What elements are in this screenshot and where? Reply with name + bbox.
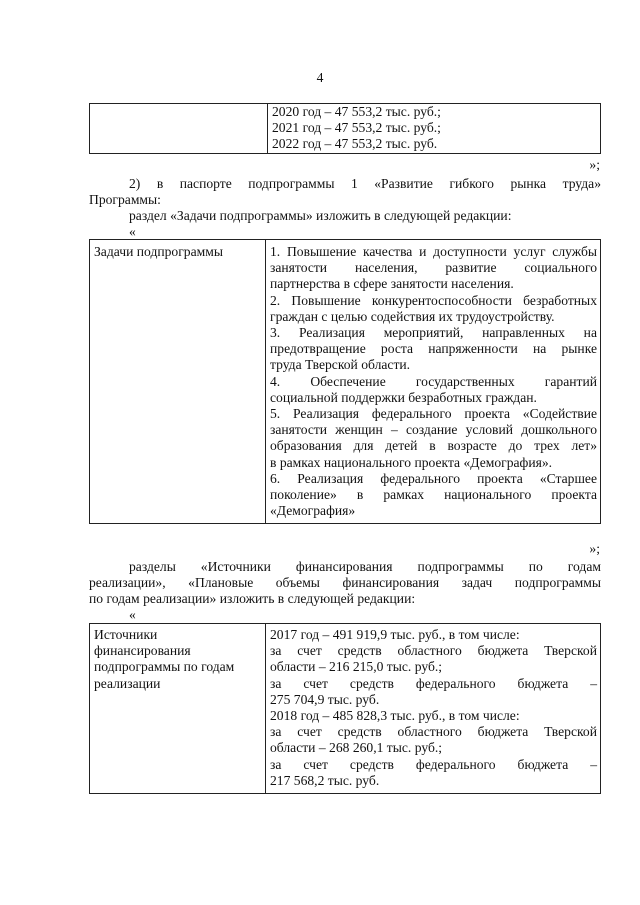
- task-line: граждан с целью содействия их трудоустройству.: [270, 308, 555, 324]
- task-line: «Демография»: [270, 503, 356, 519]
- opening-quote: «: [129, 224, 136, 239]
- funding-line: 2017 год – 491 919,9 тыс. руб., в том числе:: [270, 627, 520, 642]
- task-line: труда Тверской области.: [270, 357, 411, 373]
- funding-line: за счет средств областного бюджета Тверской: [270, 643, 597, 659]
- funding-line: 217 568,2 тыс. руб.: [270, 772, 380, 788]
- funding-label-line: реализации: [94, 675, 161, 691]
- task-line: образования для детей в возрасте до трех лет»: [270, 438, 597, 454]
- task-line: поколение» в рамках национального проекта: [270, 487, 597, 503]
- task-line: 6. Реализация федерального проекта «Старшее: [270, 470, 597, 486]
- item2-line2: Программы:: [89, 192, 161, 207]
- page-number: 4: [316, 70, 324, 85]
- task-line: предотвращение роста напряженности на рынке: [270, 341, 597, 357]
- funding-line: за счет средств федерального бюджета –: [270, 675, 597, 691]
- opening-quote: «: [129, 607, 136, 622]
- budget-line: 2020 год – 47 553,2 тыс. руб.;: [272, 104, 441, 119]
- task-line: в рамках национального проекта «Демография».: [270, 454, 553, 470]
- sections-line2: реализации», «Плановые объемы финансирования задач подпрограммы: [89, 575, 601, 590]
- funding-line: за счет средств федерального бюджета –: [270, 756, 597, 772]
- funding-content-cell: [266, 624, 601, 794]
- task-line: 1. Повышение качества и доступности услуг службы: [270, 244, 597, 259]
- task-line: занятости женщин – создание условий дошкольного: [270, 422, 597, 438]
- item2-line3: раздел «Задачи подпрограммы» изложить в следующей редакции:: [129, 208, 512, 223]
- task-line: 4. Обеспечение государственных гарантий: [270, 373, 597, 389]
- funding-label-cell: [90, 624, 266, 794]
- funding-table: [89, 623, 601, 794]
- task-line: 2. Повышение конкурентоспособности безработных: [270, 292, 597, 308]
- funding-line: 2018 год – 485 828,3 тыс. руб., в том числе:: [270, 708, 520, 724]
- tasks-label: Задачи подпрограммы: [94, 244, 223, 259]
- funding-label-line: подпрограммы по годам: [94, 659, 235, 675]
- budget-years-cell: [268, 104, 601, 154]
- funding-label-line: Источники: [94, 627, 158, 642]
- tasks-table: [89, 239, 601, 524]
- task-line: занятости населения, развитие социального: [270, 260, 597, 276]
- budget-line: 2022 год – 47 553,2 тыс. руб.: [272, 136, 438, 152]
- task-line: социальной поддержки безработных граждан.: [270, 389, 537, 405]
- closing-quote: »;: [589, 541, 600, 556]
- task-line: 3. Реализация мероприятий, направленных на: [270, 325, 597, 341]
- budget-years-table: [89, 103, 601, 154]
- funding-line: за счет средств областного бюджета Тверской: [270, 724, 597, 740]
- empty-label-cell: [90, 104, 268, 154]
- tasks-label-cell: [90, 240, 266, 524]
- sections-line1: разделы «Источники финансирования подпрограммы по годам: [129, 559, 601, 574]
- tasks-content-cell: [266, 240, 601, 524]
- task-line: 5. Реализация федерального проекта «Содействие: [270, 406, 597, 422]
- funding-label-line: финансирования: [94, 643, 191, 659]
- budget-line: 2021 год – 47 553,2 тыс. руб.;: [272, 120, 441, 136]
- sections-line3: по годам реализации» изложить в следующей редакции:: [89, 591, 416, 606]
- funding-line: области – 216 215,0 тыс. руб.;: [270, 659, 443, 675]
- funding-line: области – 268 260,1 тыс. руб.;: [270, 740, 443, 756]
- closing-quote: »;: [589, 157, 600, 172]
- task-line: партнерства в сфере занятости населения.: [270, 276, 514, 292]
- item2-line1: 2) в паспорте подпрограммы 1 «Развитие гибкого рынка труда»: [129, 176, 601, 191]
- funding-line: 275 704,9 тыс. руб.: [270, 691, 380, 707]
